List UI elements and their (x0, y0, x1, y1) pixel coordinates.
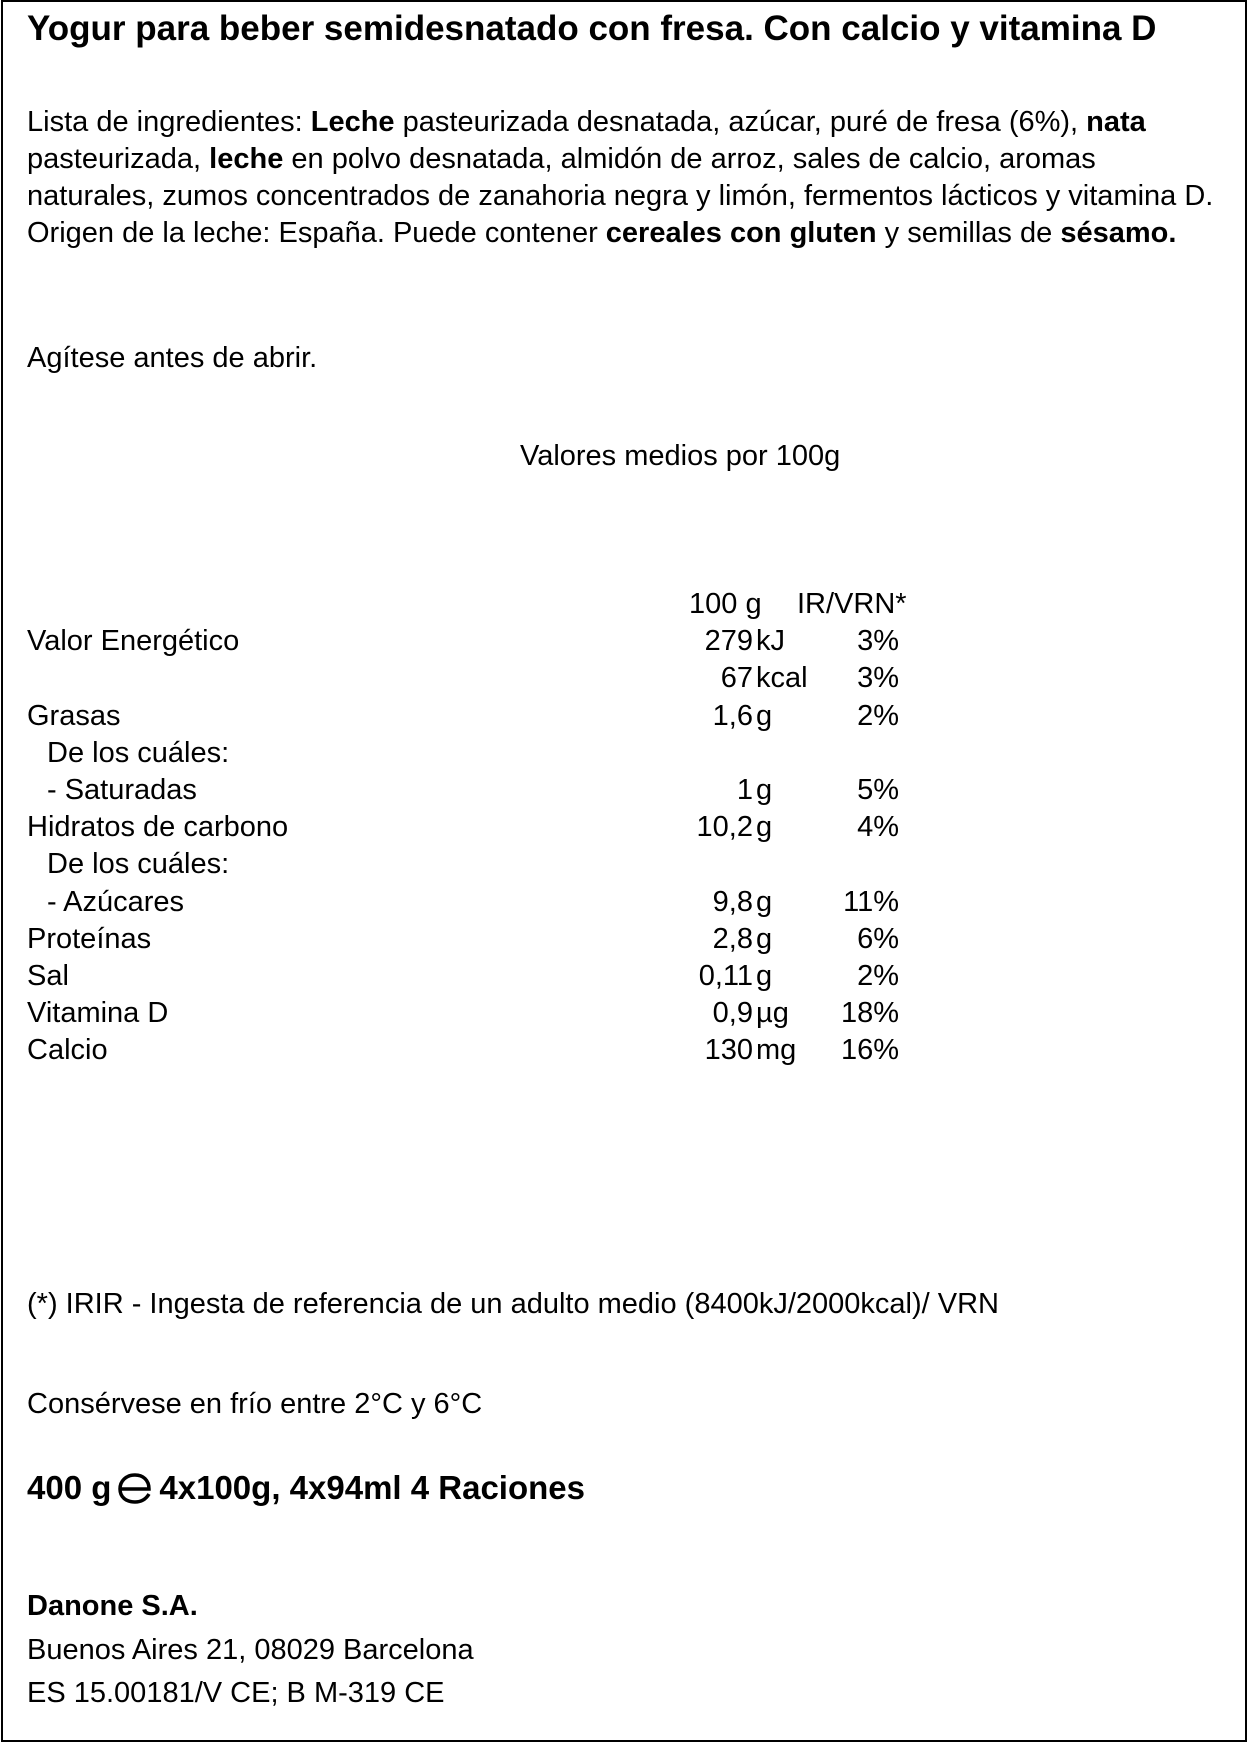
nutrient-ir-percent: 6% (857, 922, 899, 955)
nutrient-label: Proteínas (27, 922, 152, 955)
nutrient-unit: µg (756, 997, 789, 1030)
nutrient-ir-percent: 18% (840, 997, 899, 1030)
nutrient-label: Hidratos de carbono (27, 811, 289, 844)
nutrient-value: 0,11 (698, 959, 753, 992)
nutrient-value: 0,9 (712, 997, 753, 1030)
footnote: (*) IRIR - Ingesta de referencia de un adulto medio (8400kJ/2000kcal)/ VRN (27, 1288, 999, 1320)
nutrient-ir-percent: 3% (857, 625, 899, 658)
nutrient-ir-percent: 2% (857, 699, 899, 732)
quantity-line (27, 1468, 585, 1508)
nutrient-unit: g (756, 885, 773, 918)
nutrient-label: - Saturadas (47, 773, 197, 806)
nutrient-value: 9,8 (712, 885, 753, 918)
nutrient-ir-percent: 3% (857, 662, 899, 695)
nutrient-unit: g (756, 959, 773, 992)
nutrition-row (27, 660, 1027, 697)
nutrient-label: Calcio (27, 1034, 108, 1067)
nutrient-label: - Azúcares (47, 885, 184, 918)
allergen-text: sésamo. (1060, 217, 1177, 249)
nutrition-row (27, 809, 1027, 846)
nutrition-row (27, 995, 1027, 1032)
company-name: Danone S.A. (27, 1590, 198, 1622)
nutrient-label: Valor Energético (27, 625, 240, 658)
nutrition-table (27, 586, 1027, 1069)
allergen-text: nata (1086, 106, 1146, 138)
storage-note: Consérvese en frío entre 2°C y 6°C (27, 1388, 483, 1420)
nutrition-row (27, 846, 1027, 883)
nutrition-row (27, 698, 1027, 735)
nutrient-unit: g (756, 773, 773, 806)
values-heading: Valores medios por 100g (520, 440, 841, 472)
shake-note: Agítese antes de abrir. (27, 342, 318, 374)
nutrition-table-header (27, 586, 1027, 623)
nutrition-row (27, 772, 1027, 809)
nutrient-ir-percent: 16% (840, 1034, 899, 1067)
nutrient-ir-percent: 4% (857, 811, 899, 844)
ingredient-text: pasteurizada, (27, 143, 210, 175)
nutrition-row (27, 623, 1027, 660)
nutrient-label: Sal (27, 959, 69, 992)
nutrient-value: 2,8 (712, 922, 753, 955)
nutrient-value: 130 (704, 1034, 753, 1067)
net-weight: 400 g (27, 1469, 112, 1506)
ingredients-list (27, 104, 1227, 252)
nutrition-row (27, 958, 1027, 995)
ingredient-text: Lista de ingredientes: (27, 106, 311, 138)
nutrient-value: 10,2 (696, 811, 753, 844)
nutrient-unit: g (756, 922, 773, 955)
nutrient-value: 279 (704, 625, 753, 658)
ingredient-text: pasteurizada desnatada, azúcar, puré de fresa (6%), (394, 106, 1087, 138)
nutrient-label: Grasas (27, 699, 121, 732)
nutrient-unit: kcal (756, 662, 808, 695)
column-header-100g: 100 g (689, 588, 762, 620)
nutrition-row (27, 1032, 1027, 1069)
company-address: Buenos Aires 21, 08029 Barcelona (27, 1634, 474, 1666)
nutrient-unit: g (756, 699, 773, 732)
ingredient-text: y semillas de (876, 217, 1061, 249)
nutrient-label: De los cuáles: (47, 848, 230, 881)
column-header-ir-vrn: IR/VRN* (797, 588, 907, 620)
allergen-text: leche (209, 143, 284, 175)
label-document (1, 0, 1247, 1742)
nutrition-row (27, 921, 1027, 958)
nutrient-unit: g (756, 811, 773, 844)
nutrient-label: De los cuáles: (47, 736, 230, 769)
nutrient-label: Vitamina D (27, 997, 169, 1030)
nutrient-unit: mg (756, 1034, 797, 1067)
company-registry: ES 15.00181/V CE; B M-319 CE (27, 1677, 445, 1709)
pack-contents: 4x100g, 4x94ml 4 Raciones (159, 1469, 585, 1506)
nutrient-value: 1,6 (712, 699, 753, 732)
product-title: Yogur para beber semidesnatado con fresa. Con calcio y vitamina D (27, 9, 1157, 48)
nutrient-ir-percent: 2% (857, 959, 899, 992)
estimated-sign-icon (115, 1472, 155, 1504)
allergen-text: Leche (310, 106, 395, 138)
nutrient-value: 1 (736, 773, 753, 806)
ingredient-text: en polvo desnatada, almidón de arroz, sales de calcio, aromas naturales, zumos concentrados de zanahoria negra y limón, fermentos lácticos y vitamina D. Origen de la leche: España. Puede contener (27, 143, 1214, 249)
nutrient-unit: kJ (756, 625, 785, 658)
nutrition-row (27, 884, 1027, 921)
nutrient-value: 67 (720, 662, 753, 695)
nutrient-ir-percent: 5% (857, 773, 899, 806)
nutrient-ir-percent: 11% (843, 885, 899, 918)
allergen-text: cereales con gluten (605, 217, 877, 249)
nutrition-row (27, 735, 1027, 772)
